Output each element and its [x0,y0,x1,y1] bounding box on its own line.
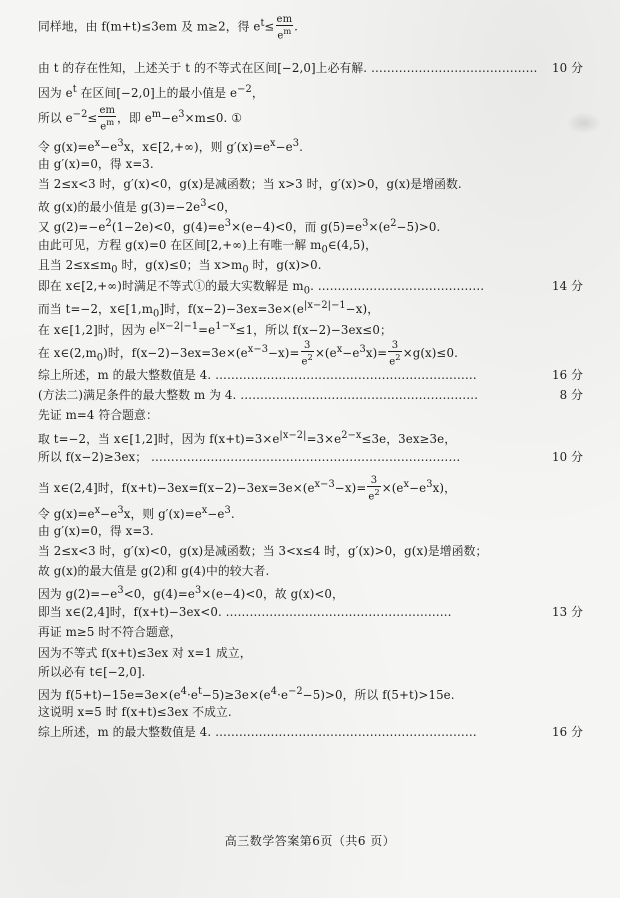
solution-line [38,387,583,403]
solution-line [38,604,583,620]
superscript: 3 [117,138,124,149]
text: −e [409,480,427,495]
solution-line [38,583,583,602]
score-label: 10 分 [552,450,583,464]
text: 由 g′(x)=0，得 x=3. [38,157,154,171]
text: 取 t=−2，当 x∈[1,2]时，因为 f(x+t)=3×e [38,431,280,446]
text: −5)≥3e×(e [202,687,271,702]
score-label: 13 分 [552,605,583,619]
text: 因为 e [38,85,73,100]
superscript: m [283,26,292,36]
text: ×g(x)≤0. [402,345,458,360]
dot-leader: …………………………………… [370,61,538,75]
solution-line [38,60,583,76]
text: ，即 e [117,110,152,125]
text: 因为不等式 f(x+t)≤3ex 对 x=1 成立， [38,646,252,660]
solution-line [38,319,583,338]
solution-line [38,367,583,383]
text: 综上所述，m 的最大整数值是 4. [38,368,216,382]
superscript: 4 [180,686,188,697]
text: <0，g(4)=e [123,586,195,601]
superscript: 2 [105,218,112,229]
solution-line [38,136,583,155]
text: −x)， [345,301,380,316]
text: 先证 m=4 符合题意： [38,408,158,422]
text: 当 2≤x<3 时，g′(x)<0，g(x)是减函数；当 3<x≤4 时，g′(x)>0，g(x)是增函数； [38,544,488,558]
text: 所以 e [38,110,73,125]
solution-line [38,407,583,423]
solution-line [38,257,583,278]
text: 时，g(x)>0. [248,258,322,272]
dot-leader: ………………………………………………………… [215,725,477,739]
text: 再证 m≥5 时不符合题意， [38,625,182,639]
solution-line [38,449,583,465]
text: 故 g(x)的最大值是 g(2)和 g(4)中的较大者. [38,564,270,578]
superscript: −2 [288,686,303,697]
solution-line [38,503,583,522]
superscript: x−3 [314,479,335,490]
text: (1−2e)<0，g(4)=e [111,219,225,234]
page-footer: 高三数学答案第6页（共6 页） [224,834,396,848]
score-label: 8 分 [559,388,583,402]
text: ·e [187,687,198,702]
text: 因为 g(2)=−e [38,586,118,601]
text: ·e [277,687,289,702]
solution-line [38,14,583,41]
superscript: x [403,479,410,490]
score-label: 14 分 [552,279,583,293]
text: −5)>0，所以 f(5+t)>15e. [302,687,455,702]
text: )时，f(x−2)−3ex=3e×(e [103,345,248,360]
text: ≤ [87,110,98,125]
solution-line [38,664,583,680]
text: ， [251,85,264,100]
text: −x)= [334,480,367,495]
superscript: 3 [359,344,366,355]
text: 在 x∈[1,2]时，因为 e [38,322,157,337]
fraction [367,475,380,502]
fraction [388,340,401,367]
text: 由 g′(x)=0，得 x=3. [38,524,154,538]
superscript: 3 [224,218,232,229]
text: 又 g(2)=−e [38,219,106,234]
superscript: |x−2| [279,430,307,441]
numerator: em [276,14,293,25]
solution-line [38,473,583,503]
text: ×(e [314,345,337,360]
numerator: 3 [301,340,314,352]
solution-line [38,156,583,172]
superscript: 2 [374,487,380,498]
text: 这说明 x=5 时 f(x+t)≤3ex 不成立. [38,705,232,719]
text: −e [275,139,293,154]
text: 所以必有 t∈[−2,0]. [38,665,146,679]
text: 时，g(x)≤0；当 x>m [117,258,243,272]
text: ∈(4,5)， [327,238,378,252]
superscript: t [197,686,203,697]
superscript: −2 [72,109,88,120]
superscript: 3 [224,505,231,516]
text: 且当 2≤x≤m [38,258,112,272]
superscript: 4 [270,686,278,697]
superscript: −2 [237,84,252,95]
text: e [368,491,375,503]
text: x)， [432,480,456,495]
score-label: 10 分 [552,61,583,75]
fraction [276,14,294,41]
score-label: 16 分 [552,725,583,739]
superscript: 3 [362,218,369,229]
text: 由 t 的存在性知，上述关于 t 的不等式在区间[−2,0]上必有解. [38,61,371,75]
denominator [367,487,380,502]
dot-leader: ………………………………………………… [225,605,452,619]
subscript: 0 [321,244,328,256]
text: 当 2≤x<3 时，g′(x)<0，g(x)是减函数；当 x>3 时，g′(x)>0，g(x)是增函数. [38,177,462,191]
superscript: x [270,138,276,149]
solution-line [38,338,583,370]
text: . [310,279,318,293]
superscript: 1−x [215,321,236,332]
solution-line [38,278,583,299]
subscript: 0 [153,308,160,320]
solution-line [38,237,583,258]
text: 在区间[−2,0]上的最小值是 e [76,85,238,100]
text: ×m≤0. ① [184,110,242,125]
text: ×(e [381,480,404,495]
text: ≤3e，3ex≥3e， [361,431,457,446]
superscript: 3 [194,585,202,596]
superscript: 3 [117,585,124,596]
text: 综上所述，m 的最大整数值是 4. [38,725,216,739]
text: 当 x∈(2,4]时，f(x+t)−3ex=f(x−2)−3ex=3e×(e [38,480,315,495]
dot-leader: ………………………………………………………… [215,368,477,382]
text: <0， [206,199,237,214]
text: 令 g(x)=e [38,139,95,154]
solution-line [38,684,583,703]
text: −e [100,506,118,521]
superscript: 3 [426,479,433,490]
denominator [388,352,401,367]
superscript: t [260,17,265,29]
superscript: x [201,505,208,516]
solution-line [38,624,583,640]
text: ]时，f(x−2)−3ex=3e×(e [159,301,304,316]
text: 故 g(x)的最小值是 g(3)=−2e [38,199,201,214]
text: e [389,356,396,368]
denominator [276,26,294,41]
text: 同样地，由 f(m+t)≤3em 及 m≥2，得 e [38,19,261,34]
text: =3×e [306,431,342,446]
text: . [294,19,299,34]
text: 即当 x∈(2,4]时，f(x+t)−3ex<0. [38,605,226,619]
text: −e [207,506,225,521]
solution-line [38,428,583,447]
text: . [230,506,235,521]
text: . [299,139,303,154]
text: 在 x∈(2,m [38,345,97,360]
solution-line [38,82,583,101]
dot-leader: …………………………………………………… [240,388,479,402]
score-label: 16 分 [552,368,583,382]
subscript: 0 [111,264,118,276]
superscript: 3 [200,198,207,209]
text: −5)>0. [396,219,441,234]
solution-line [38,724,583,740]
text: ×(e [368,219,391,234]
superscript: x [94,505,101,516]
dot-leader: …………………………………… [317,279,485,293]
superscript: 2−x [341,430,362,441]
text: =e [198,322,216,337]
subscript: 0 [96,352,104,364]
text: (方法二)满足条件的最大整数 m 为 4. [38,388,241,402]
numerator: 3 [388,340,401,352]
text: x)= [365,345,388,360]
solution-line [38,216,583,235]
superscript: 2 [395,352,401,363]
solution-line [38,104,583,133]
solution-line [38,543,583,559]
solution-line [38,563,583,579]
dot-leader: …………………………………………………………………… [151,450,461,464]
text: e [100,121,107,133]
superscript: 3 [178,109,185,120]
numerator: em [99,105,116,117]
numerator: 3 [367,475,380,487]
text: ≤1，所以 f(x−2)−3ex≤0； [235,322,392,337]
superscript: t [72,84,77,95]
fraction [301,340,314,367]
superscript: 3 [117,505,124,516]
text: 由此可见，方程 g(x)=0 在区间[2,+∞)上有唯一解 m [38,238,322,252]
denominator [98,117,116,132]
text: 因为 f(5+t)−15e=3e×(e [38,687,181,702]
superscript: m [151,109,162,120]
solution-line [38,645,583,661]
text: e [301,356,308,368]
text: −e [342,345,360,360]
subscript: 0 [303,285,311,297]
superscript: |x−2|−1 [303,300,346,311]
text: ×(e−4)<0，而 g(5)=e [231,219,363,234]
superscript: |x−2|−1 [156,321,199,332]
text: −x)= [268,345,300,360]
text: 即在 x∈[2,+∞)时满足不等式①的最大实数解是 m [38,279,304,293]
superscript: 3 [292,138,300,149]
text: x，x∈[2,+∞)，则 g′(x)=e [123,139,271,154]
denominator [301,352,314,367]
text: 而当 t=−2，x∈[1,m [38,301,153,316]
superscript: m [106,117,115,128]
text: 所以 f(x−2)≥3ex； [38,450,152,464]
solution-line [38,196,583,215]
text: ×(e−4)<0，故 g(x)<0， [201,586,344,601]
text: −e [161,110,179,125]
solution-line [38,704,583,720]
solution-line [38,523,583,539]
text: x，则 g′(x)=e [123,506,202,521]
superscript: x−3 [247,344,269,355]
text: −e [100,139,118,154]
fraction [98,105,116,132]
superscript: x [94,138,101,149]
text: ≤ [264,19,275,34]
text: 令 g(x)=e [38,506,95,521]
subscript: 0 [242,264,249,276]
solution-line [38,176,583,192]
superscript: 2 [307,352,313,363]
text: e [277,30,284,42]
superscript: 2 [390,218,397,229]
superscript: x [336,344,343,355]
